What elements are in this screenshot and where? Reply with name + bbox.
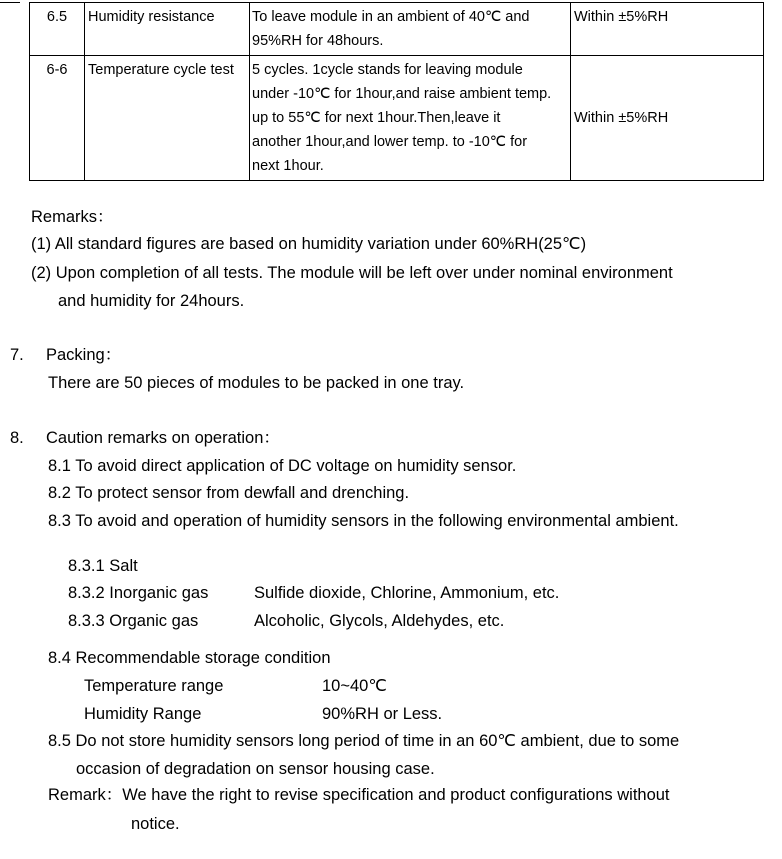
caution-8-3-2: 8.3.2 Inorganic gas bbox=[68, 584, 209, 602]
humidity-label: Humidity Range bbox=[84, 705, 202, 723]
packing-text: There are 50 pieces of modules to be packed in one tray. bbox=[48, 374, 465, 392]
cell-result: Within ±5%RH bbox=[571, 3, 764, 56]
caution-8-3-3-value: Alcoholic, Glycols, Aldehydes, etc. bbox=[254, 612, 505, 630]
caution-8-1: 8.1 To avoid direct application of DC voltage on humidity sensor. bbox=[48, 457, 517, 475]
caution-8-2: 8.2 To protect sensor from dewfall and drenching. bbox=[48, 484, 410, 502]
final-remark-cont: notice. bbox=[131, 815, 180, 833]
test-table bbox=[29, 2, 764, 181]
humidity-value: 90%RH or Less. bbox=[322, 705, 443, 723]
remark-2-cont: and humidity for 24hours. bbox=[58, 292, 245, 310]
temp-label: Temperature range bbox=[84, 677, 224, 695]
caution-8-3-2-value: Sulfide dioxide, Chlorine, Ammonium, etc. bbox=[254, 584, 560, 602]
cell-item: Temperature cycle test bbox=[85, 56, 250, 181]
final-remark: Remark：We have the right to revise specification and product configurations without bbox=[48, 786, 670, 804]
cell-condition: To leave module in an ambient of 40℃ and 95%RH for 48hours. bbox=[250, 3, 571, 56]
caution-8-5: 8.5 Do not store humidity sensors long period of time in an 60℃ ambient, due to some bbox=[48, 732, 680, 750]
caution-8-4: 8.4 Recommendable storage condition bbox=[48, 649, 331, 667]
section-number: 8. bbox=[10, 429, 24, 447]
table-row bbox=[30, 3, 764, 56]
table-row bbox=[30, 56, 764, 181]
cell-result: Within ±5%RH bbox=[571, 56, 764, 181]
cell-no: 6.5 bbox=[30, 3, 85, 56]
caution-8-3-1: 8.3.1 Salt bbox=[68, 557, 138, 575]
cell-item: Humidity resistance bbox=[85, 3, 250, 56]
cell-no: 6-6 bbox=[30, 56, 85, 181]
temp-value: 10~40℃ bbox=[322, 677, 387, 695]
section-title: Packing： bbox=[46, 346, 122, 364]
section-number: 7. bbox=[10, 346, 24, 364]
remarks-title: Remarks： bbox=[31, 208, 114, 226]
divider bbox=[0, 2, 20, 3]
remark-1: (1) All standard figures are based on humidity variation under 60%RH(25℃) bbox=[31, 235, 587, 253]
caution-8-5-cont: occasion of degradation on sensor housing case. bbox=[76, 760, 435, 778]
cell-condition: 5 cycles. 1cycle stands for leaving module under -10℃ for 1hour,and raise ambient temp. up to 55℃ for next 1hour.Then,leave it another 1hour,and lower temp. to -10℃ for next 1hour. bbox=[250, 56, 571, 181]
caution-8-3-3: 8.3.3 Organic gas bbox=[68, 612, 199, 630]
section-title: Caution remarks on operation： bbox=[46, 429, 280, 447]
remark-2: (2) Upon completion of all tests. The module will be left over under nominal environment bbox=[31, 264, 673, 282]
caution-8-3: 8.3 To avoid and operation of humidity sensors in the following environmental ambient. bbox=[48, 512, 679, 530]
